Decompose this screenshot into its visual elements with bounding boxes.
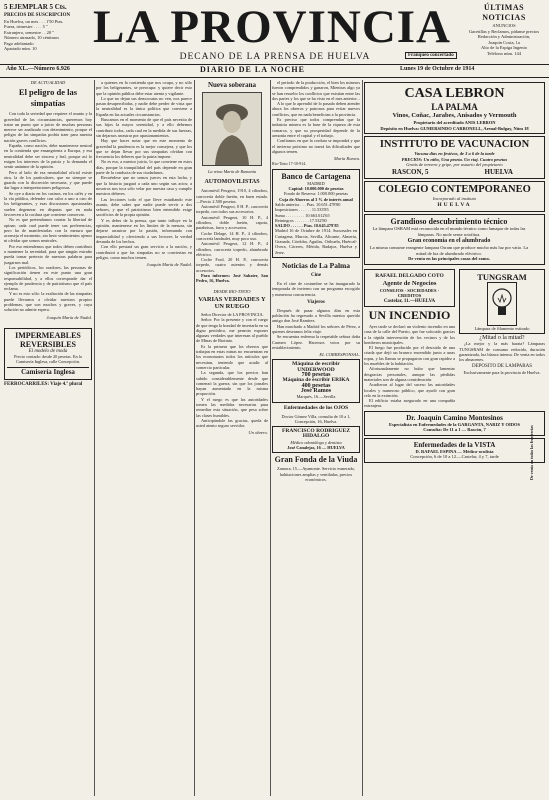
- ad-dentist: [272, 426, 360, 453]
- ad-address: José Canalejas, 16 — HUELVA: [287, 445, 345, 451]
- article-paragraph: Con toda la seriedad que requiere el asunto y la gravedad de las circunstancias, queremos hoy tratar un punto que a juicio de muchas personas merece ser analizado con detenimiento, porque el peligro de las simpatías podría traer para nuestra nación graves conflictos.: [4, 111, 92, 143]
- article-paragraph: Acudieron al lugar del suceso las autoridades locales y numeroso público, que ayudó con gran celo en la extinción.: [364, 382, 455, 398]
- ad-colegio: [364, 181, 545, 213]
- article-paragraph: Después de pasar algunos días en esta población ha regresado a Sevilla nuestro querido amigo don José Ramírez.: [272, 307, 360, 324]
- section-kicker: DESDE RIO-TINTO: [213, 288, 251, 294]
- article-signature: María Romeu.: [334, 156, 360, 162]
- article-paragraph: Afortunadamente no hubo que lamentar desgracias personales, aunque las pérdidas materiales son de alguna consideración.: [364, 366, 455, 382]
- ad-price: 400 pesetas: [301, 382, 331, 389]
- ad-title: Máquina de escribir ERIKA: [282, 377, 350, 384]
- issue-number: Año XL.—Número 6.926: [6, 66, 70, 72]
- article-paragraph: Lo que no dejan sus democratas no ven, nos parece pasan desapercibidas, y nadie debe perder de vista que la neutralidad es la única política que conviene a España en las actuales circunstancias.: [96, 95, 192, 117]
- ad-line: Gratis de ternera y gripe, por usuario del propietario: [406, 162, 503, 167]
- article-paragraph: Pero al lado de esa neutralidad oficial existe otra, la de los particulares, que no siempre se guarda con la discreción necesaria, y que puede dar lugar a interpretaciones peligrosas.: [4, 169, 92, 191]
- article-paragraph: Es preciso que todos comprendan que la industria minera es la base de la riqueza de esta comarca, y que su prosperidad depende de la armonía entre el capital y el trabajo.: [272, 117, 360, 138]
- article-headline: UN INCENDIO: [368, 308, 451, 322]
- ad-text: Precio contado: desde 20 pesetas. En la Camisería Inglesa, calle Concepción.: [14, 354, 82, 365]
- ad-role: Agente de Negocios: [382, 279, 437, 287]
- subscription-row: Extranjero, semestre . . 20 ": [4, 29, 55, 35]
- ad-city: HUELVA: [484, 167, 513, 176]
- article-paragraph: Ayer tarde se declaró un violento incendio en una casa de la calle del Puerto, que fue sofocado gracias a la rápida intervención de los vecinos y de los bomberos municipales.: [364, 324, 455, 345]
- ad-title: Dr. Joaquín Camino Montesinos: [406, 413, 503, 422]
- ad-paragraph: Automóvil Peugeot, 10 H. P., 4 cilindros, doble faetón, capota, parabrisas, faros y accesorios.: [196, 214, 268, 231]
- ad-tungsram: [459, 269, 545, 335]
- article-paragraph: Y el ruego es que las autoridades tomen las medidas necesarias para remediar esta situación, que pesa sobre las clases humildes.: [196, 396, 268, 418]
- column-5: [364, 80, 545, 796]
- lower-ads-row: [364, 267, 545, 409]
- ad-paragraph: Coche Delage, 14 H. P., 4 cilindros, carrocería landaulet, muy poco uso.: [196, 230, 268, 241]
- ads-info-box: [462, 3, 546, 56]
- subscription-title: PRECIOS DE SUSCRIPCION: [4, 13, 71, 18]
- ad-contact: Para informes: José Sabater, San Pedro, 16, Huelva.: [196, 273, 268, 284]
- article-paragraph: En el cine de costumbre se ha inaugurado la temporada de invierno con un programa escogido y numerosa concurrencia.: [272, 280, 360, 297]
- article-paragraph: El fuego fue producido por el descuido de una criada que dejó un brasero encendido junto a unas ropas, y las llamas se propagaron con gran rapidez a los muebles de la habitación.: [364, 345, 455, 367]
- ad-paragraph: Coche Ford, 20 H. P., carrocería torpedo, cuatro asientos y demás accesorios.: [196, 257, 268, 273]
- article-place-date: Rio-Tinto 17-10-914.: [272, 161, 307, 167]
- article-headline: El peligro de las simpatías: [18, 87, 78, 109]
- ad-line: PRECIOS: Un niño, Una peseta. Un viaj. Cuatro pesetas: [401, 156, 508, 162]
- railway-header: FERROCARRILES: Viaje 4.º plural: [4, 381, 83, 387]
- portrait-heading: Nueva soberana: [207, 81, 257, 89]
- newspaper-subtitle: DECANO DE LA PRENSA DE HUELVA: [179, 52, 371, 62]
- phone-line: Teléfono núm. 144: [486, 50, 522, 56]
- article-paragraph: España, como nación, debe mantenerse neutral en la contienda que ensangrienta a Europa, y esa neutralidad debe ser sincera y leal, porque así lo exigen los intereses de la patria y lo demanda el sentir unánime de la opinión.: [4, 143, 92, 170]
- article-paragraph: el período de la producción, el bien los mineros fueron comprendidos y ganaron, Mientras algo ya se han resuelto los conflictos que existían entre las dos partes y los que se ha visto en el mes anterior...: [272, 80, 360, 101]
- column-rule: [362, 80, 363, 796]
- article-paragraph: Han marchado a Madrid los señores de Pérez, a quienes deseamos feliz viaje.: [272, 323, 360, 334]
- section-kicker: DE ACTUALIDAD: [30, 80, 66, 85]
- ad-doctor: D. RAFAEL ESPINA — Médico-oculista: [415, 448, 494, 454]
- ads-label: ANUNCIOS: [492, 23, 516, 28]
- subscription-row: Fuera, trimestre . . . . 5 ": [4, 24, 48, 29]
- article-paragraph: Confiamos en que la cordura se impondrá y que el invierno próximo no traerá las dificultades que algunos temen.: [272, 138, 360, 154]
- ad-subbrand: LA PALMA: [431, 102, 478, 112]
- portrait-caption: La reina María de Rumanía: [207, 169, 257, 174]
- article-paragraph: El edificio estaba asegurado en una compañía extranjera.: [364, 398, 455, 409]
- ad-text: Exclusivamente para la provincia de Huelva.: [463, 369, 541, 375]
- bank-row: Imposiciones . . . . . . 11.533'85: [275, 207, 329, 213]
- bulb-drawing: [491, 287, 513, 321]
- ad-subtitle: Incorporado al instituto: [432, 195, 477, 201]
- ad-title: Máquina de escribir UNDERWOOD: [292, 361, 340, 373]
- ad-title: FRANCISCO RODRIGUEZ HIDALGO: [282, 428, 350, 440]
- ad-title: IMPERMEABLES REVERSIBLES: [15, 330, 81, 349]
- bank-note: Madrid 16 de Octubre de 1914. Sucursales en Cartagena, Murcia, Sevilla, Alicante, Almería, Granada, Córdoba, Aguilas, Orihuela, Huércal-Overa, Cáceres, Mérida, Badajoz, Huelva y Jerez.: [275, 228, 357, 255]
- queen-portrait-image: [202, 92, 262, 166]
- subscription-box: [4, 3, 84, 52]
- article-paragraph: Se oye a diario en los casinos, en los cafés y en la vía pública, defender con calor a uno u otro de los beligerantes, y esas discusiones apasionadas suelen degenerar en disputas que en nada favorecen a la cordura que conviene conservar.: [4, 190, 92, 217]
- ad-title: INSTITUTO DE VACUNACION: [379, 139, 530, 150]
- article-headline: VARIAS VERDADES Y UN RUEGO: [198, 295, 266, 310]
- price-label: 5 EJEMPLAR 5 Cts.: [4, 3, 67, 11]
- article-paragraph: a quienes en la contienda que nos ocupa, y no sólo por los beligerantes, se preocupa: y quiere decir esto que la opinión pública debe estar atenta y vigilante.: [96, 80, 192, 96]
- address-line: Joaquín Costa, 1a: [488, 39, 520, 45]
- subscription-row: En Huelva, un mes . . . 1'50 Ptas.: [4, 18, 64, 24]
- ad-typewriters: [272, 359, 360, 402]
- article-signature: Un obrero.: [248, 430, 268, 436]
- ad-text: La misma consume reangente lampara Osram que produce mucho más luz por vatio. La mitad de luz de alumbrado eléctrico.: [369, 245, 529, 256]
- article-paragraph: No es que pretendamos coartar la libertad de opinar; cada cual puede tener sus preferencias, pero ha de manifestarlas con la mesura que aconseja el momento, sin herir sentimientos ajenos ni olvidar que somos neutrales.: [4, 217, 92, 244]
- address-line: Alto de la Espiga Ingenio: [481, 45, 527, 50]
- ad-address: RASCON, 5: [391, 167, 429, 176]
- ad-price: 700 pesetas: [301, 372, 331, 379]
- ad-address: Concepción, 6 de 10 a 12.—Castelar, 4 y 7, tarde: [410, 454, 499, 460]
- franqueo-label: Franqueo concertado: [405, 52, 457, 59]
- ad-vista: [364, 438, 545, 463]
- article-paragraph: Señor: Por la presente y con el ruego de que tenga la bondad de insertarla en su digno periódico, me permito exponer algunas verdades que interesan al pueblo de Minas de Riotinto.: [196, 317, 268, 344]
- bank-city: MADRID: [307, 180, 325, 186]
- masthead: [0, 0, 549, 78]
- bank-row: Reintegros . . . . . . . 17.532'80: [275, 217, 327, 223]
- ad-impermeables: [4, 328, 92, 380]
- column-rule: [94, 80, 95, 796]
- ad-city: HUELVA: [437, 202, 472, 208]
- ad-services: CONSEJOS · SOCIEDADES · CREDITOS: [379, 287, 440, 298]
- ad-paragraph: Automóvil Peugeot, 1910, 4 cilindros, carrocería doble faetón, en buen estado.—Precio 2.500 pesetas.: [196, 188, 268, 204]
- article-paragraph: Se encuentra enferma la respetable señora doña Carmen López. Hacemos votos por su restablecimiento.: [272, 334, 360, 350]
- bank-row: Saldo anterior . . . Ptas. 10.651.478'80: [275, 201, 341, 207]
- ad-subtitle: Especialista en Enfermedades de la GARGANTA, NARIZ Y OIDOS: [389, 421, 520, 427]
- ad-delgado: [364, 269, 455, 308]
- light-bulb-icon: [487, 282, 517, 326]
- ads-note: Gacetillas y Reclamos, pídanse precios: [468, 28, 540, 34]
- section-heading: AUTOMOVILISTAS: [204, 179, 260, 186]
- ad-address-row: [368, 168, 541, 176]
- article-signature: Joaquín María de Nadal.: [146, 262, 192, 268]
- ad-doctor-garganta: [364, 411, 545, 436]
- bank-row: SALDO . . . . . . Ptas. 10.645.479'85: [275, 223, 339, 229]
- admin-label: Redacción y Administración,: [477, 34, 531, 39]
- column-1: [4, 80, 92, 796]
- bank-name: Banco de Cartagena: [281, 171, 351, 181]
- ad-subtitle: Lámpara de filamento estirado: [474, 325, 530, 331]
- article-paragraph: Y es deber de la prensa, que tanto influye en la opinión, mantenerse en los límites de la mesura, sin dejarse arrastrar por la pasión, informando con imparcialidad y ofreciendo a sus lectores la verdad desnuda de los hechos.: [96, 217, 192, 244]
- subscription-note: Pago adelantado: [4, 40, 34, 46]
- ad-products: Vinos, Coñac, Jarabes, Anisados y Vermouth: [392, 112, 517, 119]
- article-paragraph: Anticipándole las gracias, queda de usted atento seguro servidor.: [196, 417, 268, 429]
- ad-casa-lebron: [364, 82, 545, 134]
- portrait-figure: [203, 93, 261, 165]
- article-paragraph: Las lecciones todo el que lleve estudiando este asunto, debe saber que nadie puede servir a dos señores, y que el patriotismo bien entendido exige sacrificios de la propia opinión.: [96, 196, 192, 218]
- article-paragraph: Los periódicos, los oradores, las personas de significación tienen en este punto una gran responsabilidad, y a ellos corresponde dar el ejemplo de prudencia y de patriotismo que el país reclama.: [4, 264, 92, 292]
- ad-vaccination: [364, 136, 545, 179]
- column-4: [272, 80, 360, 796]
- bank-notice: [272, 169, 360, 258]
- article-paragraph: Con ello prestará un gran servicio a la nación, y contribuirá a que las simpatías no se conviertan en peligro, como muchos temen.: [96, 244, 192, 260]
- ad-line: Vacuna días en festivos, de 3 a 6 de la tarde: [414, 151, 495, 156]
- bank-capital: Capital: 10.000.000 de pesetas: [288, 186, 344, 192]
- ad-heading: DEPOSITO DE LAMPARAS: [471, 364, 532, 370]
- section-heading: Noticias de La Palma: [281, 260, 351, 270]
- ad-hours: Consulta: De 11 a 1 — Rascón, 7: [423, 427, 486, 433]
- ad-text: Doctor Gómez Villa, consulta de 10 a 1, Concepción, 16, Huelva.: [281, 413, 351, 424]
- ad-text: Zamora, 15.—Ayamonte. Servicio esmerado, habitaciones amplias y ventiladas, precios económicos.: [277, 466, 355, 482]
- column-2: [96, 80, 192, 796]
- ad-depot: Depósito en Huelva: GUMERSINDO CARBONELL, Arenal-Bulgay, Núm 18: [380, 125, 529, 131]
- article-signature: Joaquín María de Nadal.: [46, 314, 92, 320]
- ad-shop-name: Camisería Inglesa: [7, 367, 89, 377]
- ad-address: Castelar, 11.—HUELVA: [383, 298, 436, 304]
- vertical-side-note: De venta en todas las ferreterías: [529, 425, 534, 480]
- column-rule: [194, 80, 195, 796]
- ad-heading: Enfermedades de los OJOS: [283, 404, 349, 411]
- column-rule: [270, 80, 271, 796]
- ad-brand: TUNGSRAM: [477, 271, 527, 282]
- newspaper-title: LA PROVINCIA: [92, 1, 451, 53]
- dateline-bar: [0, 64, 549, 78]
- ad-address: Marqués, 16.—Sevilla: [296, 394, 336, 400]
- article-paragraph: Y no es esto sólo: la exaltación de las simpatías puede llevarnos a olvidar nuestros propios problemas, que son muchos y graves, y cuya solución no admite espera.: [4, 291, 92, 313]
- subsection-heading: Cine: [311, 272, 321, 278]
- article-paragraph: Es la primera que los obreros que trabajan en estas minas no encuentran en los economatos todos los artículos que necesitan, teniendo que acudir al comercio particular.: [196, 343, 268, 370]
- ad-name: RAFAEL DELGADO COTO: [375, 272, 444, 279]
- ad-subtitle: El modelo de moda: [28, 348, 68, 354]
- article-paragraph: No es eso, a nuestro juicio, lo que conviene en estos días, porque la tranquilidad del país depende en gran parte de la conducta de sus ciudadanos.: [96, 159, 192, 176]
- ad-subtitle: Gran economía en el alumbrado: [407, 238, 491, 244]
- ad-text: De venta en las principales casas del ramo.: [408, 256, 490, 261]
- ad-title: Grandioso descubrimiento técnico: [390, 217, 508, 226]
- subscription-note: Apartado núm. 10: [4, 46, 37, 51]
- ad-text: La lámpara OSRAM está reconocida en el mundo técnico como lamapar de todas las lámparas. No mole sense rotofitoa.: [372, 226, 526, 237]
- ad-paragraph: Automóvil Peugeot, 12 H. P., 4 cilindros, carrocería torpedo, alumbrado eléctrico.: [196, 241, 268, 257]
- ad-heading: ¿Mitad o la mitad?: [479, 335, 525, 341]
- ad-shop-name: José Ramos: [300, 387, 332, 394]
- ad-paragraph: ¿La mejor y la más barata? Lámparas TUNGSRAM de consumo reducido, duración garantizada, luz blanca intensa. De venta en todos los almacenes.: [459, 341, 545, 363]
- ad-paragraph: Automóvil Peugeot, 8 H. P., carrocería torpedo, con todos sus accesorios.: [196, 204, 268, 215]
- article-paragraph: Buscamos en el momento de que el país necesita de sus hijos la mayor serenidad, y a ello debemos contribuir todos, cada cual en la medida de sus fuerzas, sin dejarnos arrastrar por apasionamientos.: [96, 117, 192, 138]
- issue-date: Lunes 19 de Octubre de 1914: [400, 66, 475, 72]
- ad-owner: Propietario del acreditado ANIS LEBRON: [413, 120, 496, 125]
- daily-label: DIARIO DE LA NOCHE: [200, 65, 305, 74]
- bank-reserve: Fondo de Reserva: 1.000.000 pesetas: [284, 191, 348, 197]
- article-signature: EL CORRESPONSAL.: [319, 352, 360, 358]
- article-paragraph: Por eso entendemos que todos deben contribuir a mantener la serenidad, para que ningún extraño pueda tomar pretexto de nuestras palabras para juzgarnos mal.: [4, 243, 92, 265]
- subscription-note: Número atrasado, 10 céntimos: [4, 35, 59, 40]
- article-paragraph: Hay que hacer notar que en este momento de gravedad la prudencia es la mejor consejera, y que los que se dejan llevar por sus simpatías olvidan con frecuencia los deberes que la patria impone.: [96, 138, 192, 160]
- article-paragraph: Recuérdese que no somos jueces en esta lucha, y que la historia juzgará a cada uno según sus actos; a nosotros nos toca sólo velar por nuestra casa y cumplir nuestros deberes.: [96, 175, 192, 197]
- ad-heading: Gran Fonda de la Viuda: [274, 455, 358, 465]
- lower-ads-left: [364, 267, 455, 409]
- ad-osram: [364, 214, 545, 265]
- article-paragraph: A lo que lo aprendió de lo pasado deben atender ahora los obreros y patronos para evitar nuevos conflictos, que en nada benefician a la provincia.: [272, 101, 360, 117]
- article-paragraph: Señor Director de LA PROVINCIA.: [201, 311, 264, 317]
- ad-title: Enfermedades de la VISTA: [413, 440, 496, 449]
- ad-subtitle: Médico odontólogo y dentista: [290, 439, 342, 445]
- ad-title: COLEGIO CONTEMPORANEO: [378, 183, 531, 195]
- column-3: [196, 80, 268, 796]
- subsection-heading: Viajeros: [307, 299, 325, 305]
- last-news-label: ÚLTIMAS NOTICIAS: [482, 3, 526, 22]
- article-paragraph: La segunda, que los precios han subido considerablemente desde que comenzó la guerra, sin que los jornales hayan aumentado en la misma proporción.: [196, 370, 268, 397]
- ad-brand: CASA LEBRON: [404, 86, 505, 101]
- bank-savings-label: Cuja de Ahorros al 3 % de interés anual: [279, 196, 353, 202]
- bank-row: Suma . . . . . . . . . 10.663.012'65: [275, 212, 330, 218]
